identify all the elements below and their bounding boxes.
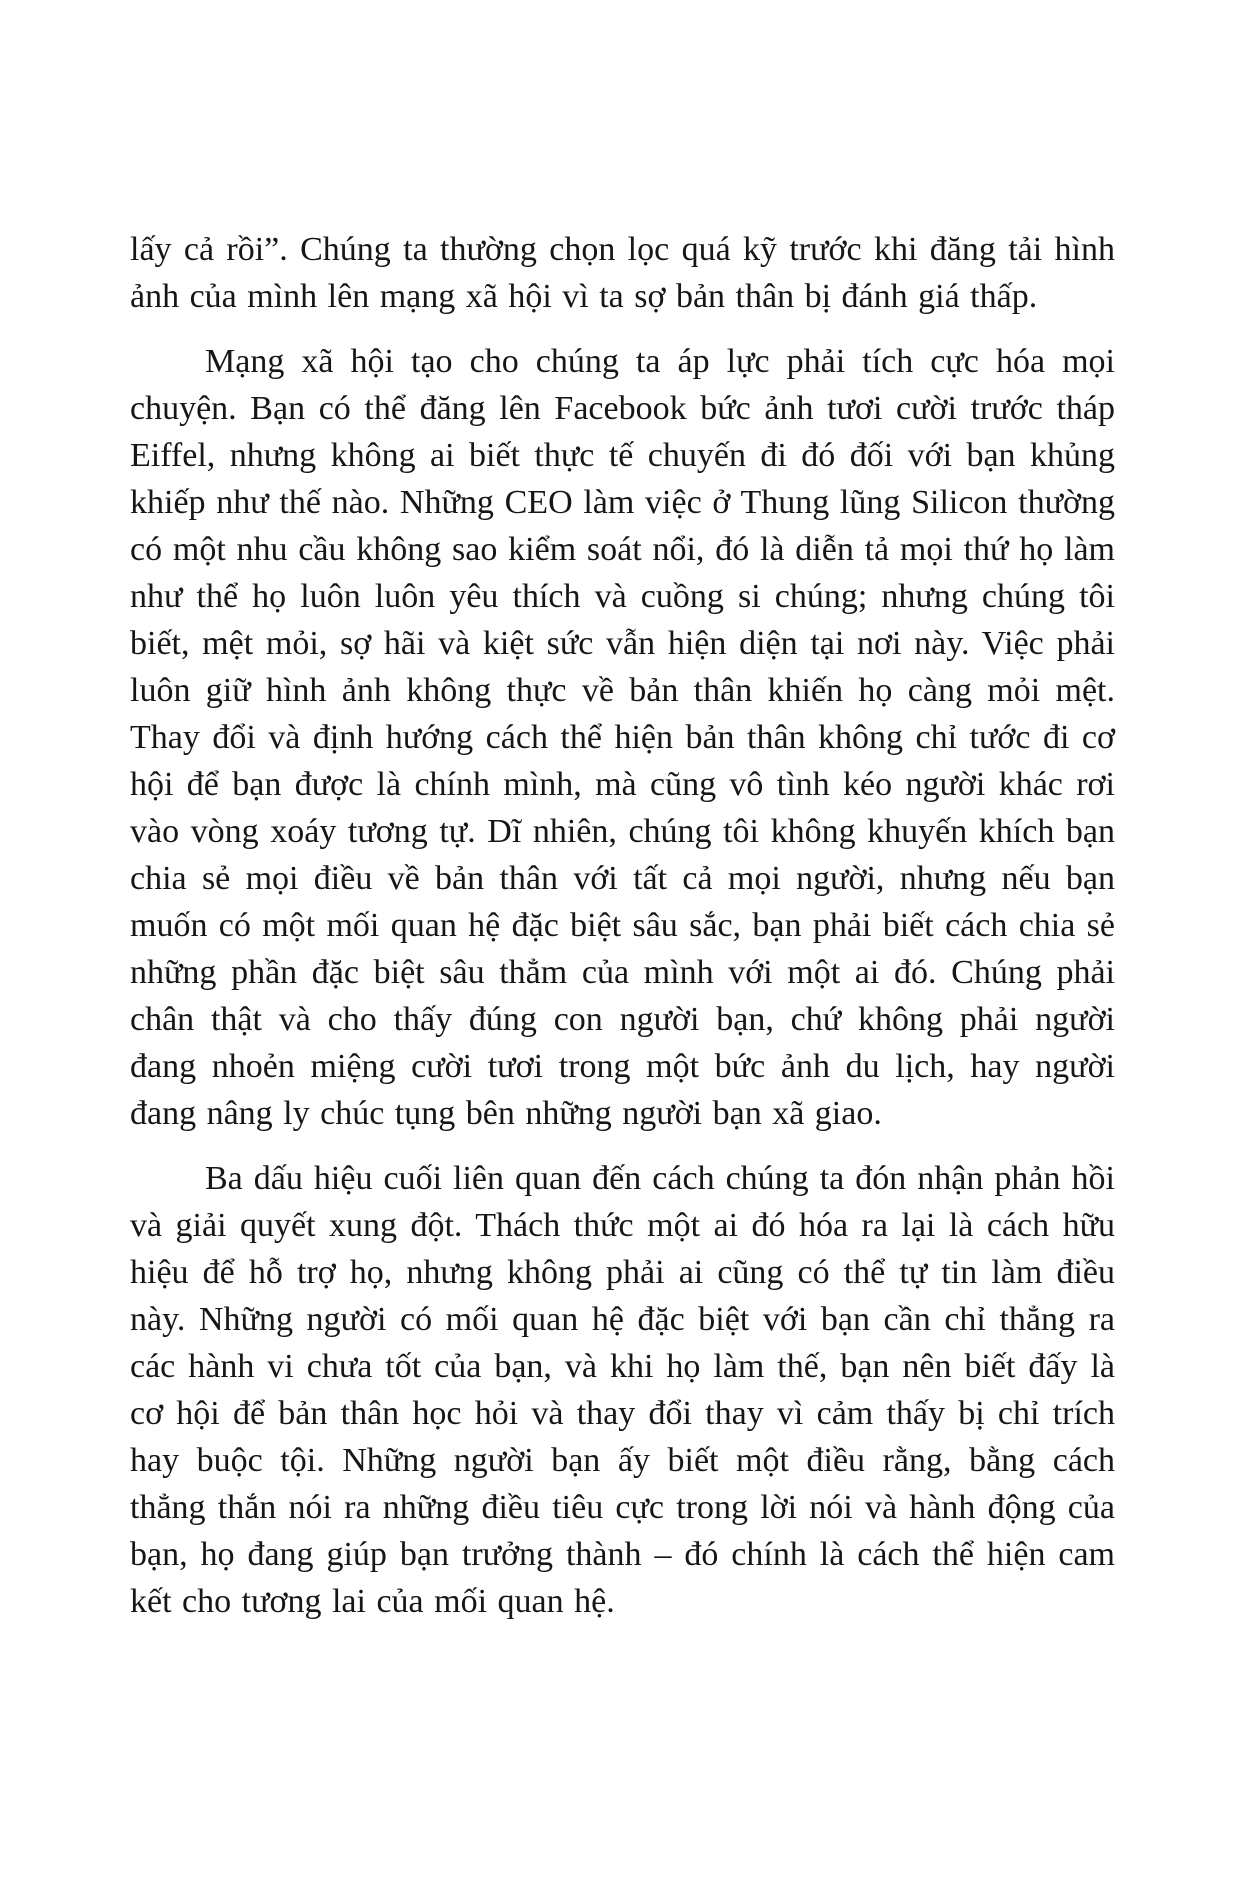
paragraph-continuation: lấy cả rồi”. Chúng ta thường chọn lọc quá kỹ trước khi đăng tải hình ảnh của mình lên mạng xã hội vì ta sợ bản thân bị đánh giá thấp. (130, 231, 1115, 315)
paragraph-feedback-conflict: Ba dấu hiệu cuối liên quan đến cách chúng ta đón nhận phản hồi và giải quyết xung đột. Thách thức một ai đó hóa ra lại là cách hữu hiệu để hỗ trợ họ, nhưng không phải ai cũng có thể tự tin làm điều này. Những người có mối quan hệ đặc biệt với bạn cần chỉ thẳng ra các hành vi chưa tốt của bạn, và khi họ làm thế, bạn nên biết đấy là cơ hội để bản thân học hỏi và thay đổi thay vì cảm thấy bị chỉ trích hay buộc tội. Những người bạn ấy biết một điều rằng, bằng cách thẳng thắn nói ra những điều tiêu cực trong lời nói và hành động của bạn, họ đang giúp bạn trưởng thành – đó chính là cách thể hiện cam kết cho tương lai của mối quan hệ. (130, 1160, 1115, 1620)
paragraph-social-media: Mạng xã hội tạo cho chúng ta áp lực phải tích cực hóa mọi chuyện. Bạn có thể đăng lên Facebook bức ảnh tươi cười trước tháp Eiffel, nhưng không ai biết thực tế chuyến đi đó đối với bạn khủng khiếp như thế nào. Những CEO làm việc ở Thung lũng Silicon thường có một nhu cầu không sao kiểm soát nổi, đó là diễn tả mọi thứ họ làm như thể họ luôn luôn yêu thích và cuồng si chúng; nhưng chúng tôi biết, mệt mỏi, sợ hãi và kiệt sức vẫn hiện diện tại nơi này. Việc phải luôn giữ hình ảnh không thực về bản thân khiến họ càng mỏi mệt. Thay đổi và định hướng cách thể hiện bản thân không chỉ tước đi cơ hội để bạn được là chính mình, mà cũng vô tình kéo người khác rơi vào vòng xoáy tương tự. Dĩ nhiên, chúng tôi không khuyến khích bạn chia sẻ mọi điều về bản thân với tất cả mọi người, nhưng nếu bạn muốn có một mối quan hệ đặc biệt sâu sắc, bạn phải biết cách chia sẻ những phần đặc biệt sâu thẳm của mình với một ai đó. Chúng phải chân thật và cho thấy đúng con người bạn, chứ không phải người đang nhoẻn miệng cười tươi trong một bức ảnh du lịch, hay người đang nâng ly chúc tụng bên những người bạn xã giao. (130, 343, 1115, 1132)
text-column (130, 226, 1115, 1625)
